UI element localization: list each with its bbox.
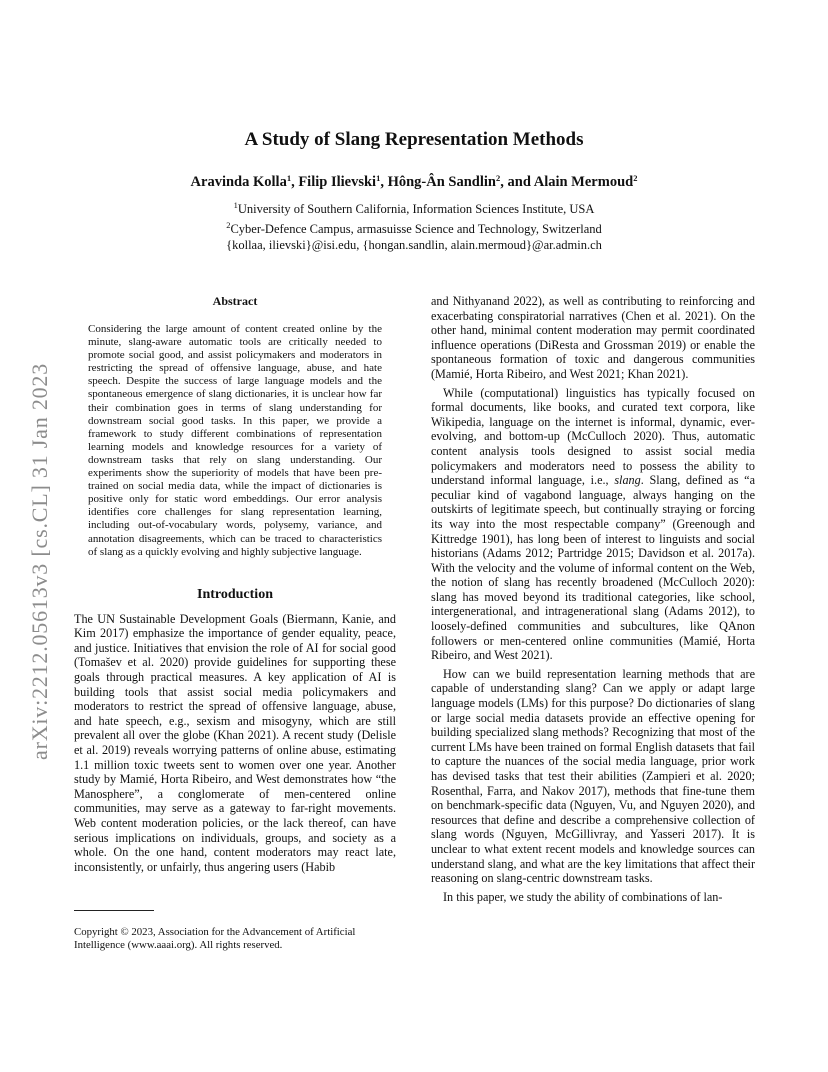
intro-paragraph-4: In this paper, we study the ability of combinations of lan- <box>443 889 723 904</box>
author-name: Alain Mermoud <box>533 174 634 190</box>
author-name: Hông-Ân Sandlin <box>387 174 496 190</box>
affiliation-mark: 1 <box>376 173 381 183</box>
author-list <box>0 173 828 191</box>
author-separator: , <box>291 174 299 190</box>
affiliation-mark: 2 <box>496 173 501 183</box>
footnote-rule <box>74 910 154 911</box>
author-emails: {kollaa, ilievski}@isi.edu, {hongan.sandlin, alain.mermoud}@ar.admin.ch <box>226 238 602 252</box>
introduction-heading: Introduction <box>197 586 273 602</box>
intro-paragraph-1: The UN Sustainable Development Goals (Biermann, Kanie, and Kim 2017) emphasize the importance of gender equality, peace, and justice. Initiatives that envision the role of AI for social good (Tomašev et al. 2020) provide guidelines for supporting these goals through practical measures. A key application of AI is building tools that assist social media policymakers and moderators to restrict the spread of offensive language, abuse, and hate speech, e.g., sexism and misogyny, which are still prevalent all over the globe (Khan 2021). A recent study (Delisle et al. 2019) reveals worrying patterns of online abuse, estimating 1.1 million toxic tweets sent to women over one year. Another study by Mamié, Horta Ribeiro, and West demonstrates how “the Manosphere”, a conglomerate of men-centered online communities, may serve as a gateway to far-right movements. Web content moderation policies, or the lack thereof, can have serious implications on individuals, groups, and society as a whole. On the one hand, content moderators may react late, inconsistently, or unfairly, thus angering users (Habib <box>74 611 396 874</box>
author-name: Filip Ilievski <box>298 174 377 190</box>
affiliation-mark: 1 <box>286 173 292 183</box>
left-column <box>74 294 396 874</box>
author-separator: , <box>380 174 388 190</box>
right-column <box>431 294 755 904</box>
paragraph-text: . Slang, defined as “a peculiar kind of vagabond language, always hanging on the outskirts of legitimate speech, but continually straying or forcing its way into the most respectable company” (Greenough and Kittredge 1901), has long been of interest to linguists and social historians (Adams 2012; Partridge 2015; Davidson et al. 2017a). With the velocity and the volume of informal content on the Web, the notion of slang has recently broadened (McCulloch 2020): slang has moved beyond its traditional categories, like school, intergenerational, and intragenerational slang (Adams 2012), to loosely-defined communities and subcultures, like QAnon followers or men-centered online communities (Mamié, Horta Ribeiro, and West 2021). <box>431 473 755 663</box>
abstract-heading: Abstract <box>212 294 258 308</box>
author-separator: , and <box>500 174 534 190</box>
intro-paragraph-3: How can we build representation learning methods that are capable of understanding slang? Can we apply or adapt large language models (LMs) for this purpose? Do dictionaries of slang or large social media datasets provide an effective opening for building specialized slang methods? Recognizing that most of the current LMs have been trained on formal English datasets that fail to capture the nuances of the social media language, prior work has devised tasks that test their abilities (Zampieri et al. 2020; Rosenthal, Farra, and Nakov 2017), methods that fine-tune them on benchmark-specific data (Nguyen, Vu, and Nguyen 2020), and resources that define and describe a comprehensive collection of slang words (Nguyen, McGillivray, and Yasseri 2017). It is unclear to what extent recent models and knowledge sources can understand slang, and what are the key limitations that affect their reasoning on slang-centric downstream tasks. <box>431 666 755 886</box>
affiliations-block <box>0 197 828 253</box>
intro-paragraph-1-continued: and Nithyanand 2022), as well as contributing to reinforcing and exacerbating conspiratorial narratives (Chen et al. 2021). On the other hand, minimal content moderation may permit coordinated influence operations (DiResta and Grossman 2019) or enable the spontaneous formation of toxic and dangerous communities (Mamié, Horta Ribeiro, and West 2021; Khan 2021). <box>431 294 755 381</box>
copyright-footnote: Copyright © 2023, Association for the Advancement of Artificial Intelligence (www.aaai.org). All rights reserved. <box>74 926 356 951</box>
affiliation-mark: 2 <box>226 220 231 230</box>
affiliation-mark: 2 <box>633 173 638 183</box>
paragraph-text: While (computational) linguistics has typically focused on formal documents, like books, and curated text corpora, like Wikipedia, language on the internet is informal, dynamic, ever-evolving, and bottom-up (McCulloch 2020). Thus, automatic content analysis tools designed to assist social media policymakers and moderators need to possess the ability to understand informal language, i.e., <box>431 385 755 488</box>
emphasized-term: slang <box>614 473 641 488</box>
abstract-text: Considering the large amount of content created online by the minute, slang-aware automatic tools are critically needed to promote social good, and assist policymakers and moderators in restricting the spread of offensive language, abuse, and hate speech. Despite the success of large language models and the spontaneous emergence of slang dictionaries, it is unclear how far their combination goes in terms of slang understanding for downstream social good tasks. In this paper, we provide a framework to study different combinations of representation learning models and knowledge resources for a variety of downstream tasks that rely on slang understanding. Our experiments show the superiority of models that have been pre-trained on social media data, while the impact of dictionaries is positive only for static word embeddings. Our error analysis identifies core challenges for slang representation learning, including out-of-vocabulary words, polysemy, variance, and annotation disagreements, which can be traced to characteristics of slang as a quickly evolving and highly subjective language. <box>88 323 382 558</box>
intro-paragraph-2 <box>431 386 755 663</box>
affiliation-text: University of Southern California, Information Sciences Institute, USA <box>237 202 595 216</box>
author-name: Aravinda Kolla <box>190 174 287 190</box>
paper-title: A Study of Slang Representation Methods <box>244 129 584 150</box>
affiliation-mark: 1 <box>233 200 238 210</box>
affiliation-line <box>0 217 828 237</box>
affiliation-line <box>0 197 828 217</box>
affiliation-text: Cyber-Defence Campus, armasuisse Science and Technology, Switzerland <box>230 222 602 236</box>
arxiv-identifier-stamp <box>23 290 55 760</box>
arxiv-identifier: arXiv:2212.05613v3 [cs.CL] 31 Jan 2023 <box>27 362 52 760</box>
